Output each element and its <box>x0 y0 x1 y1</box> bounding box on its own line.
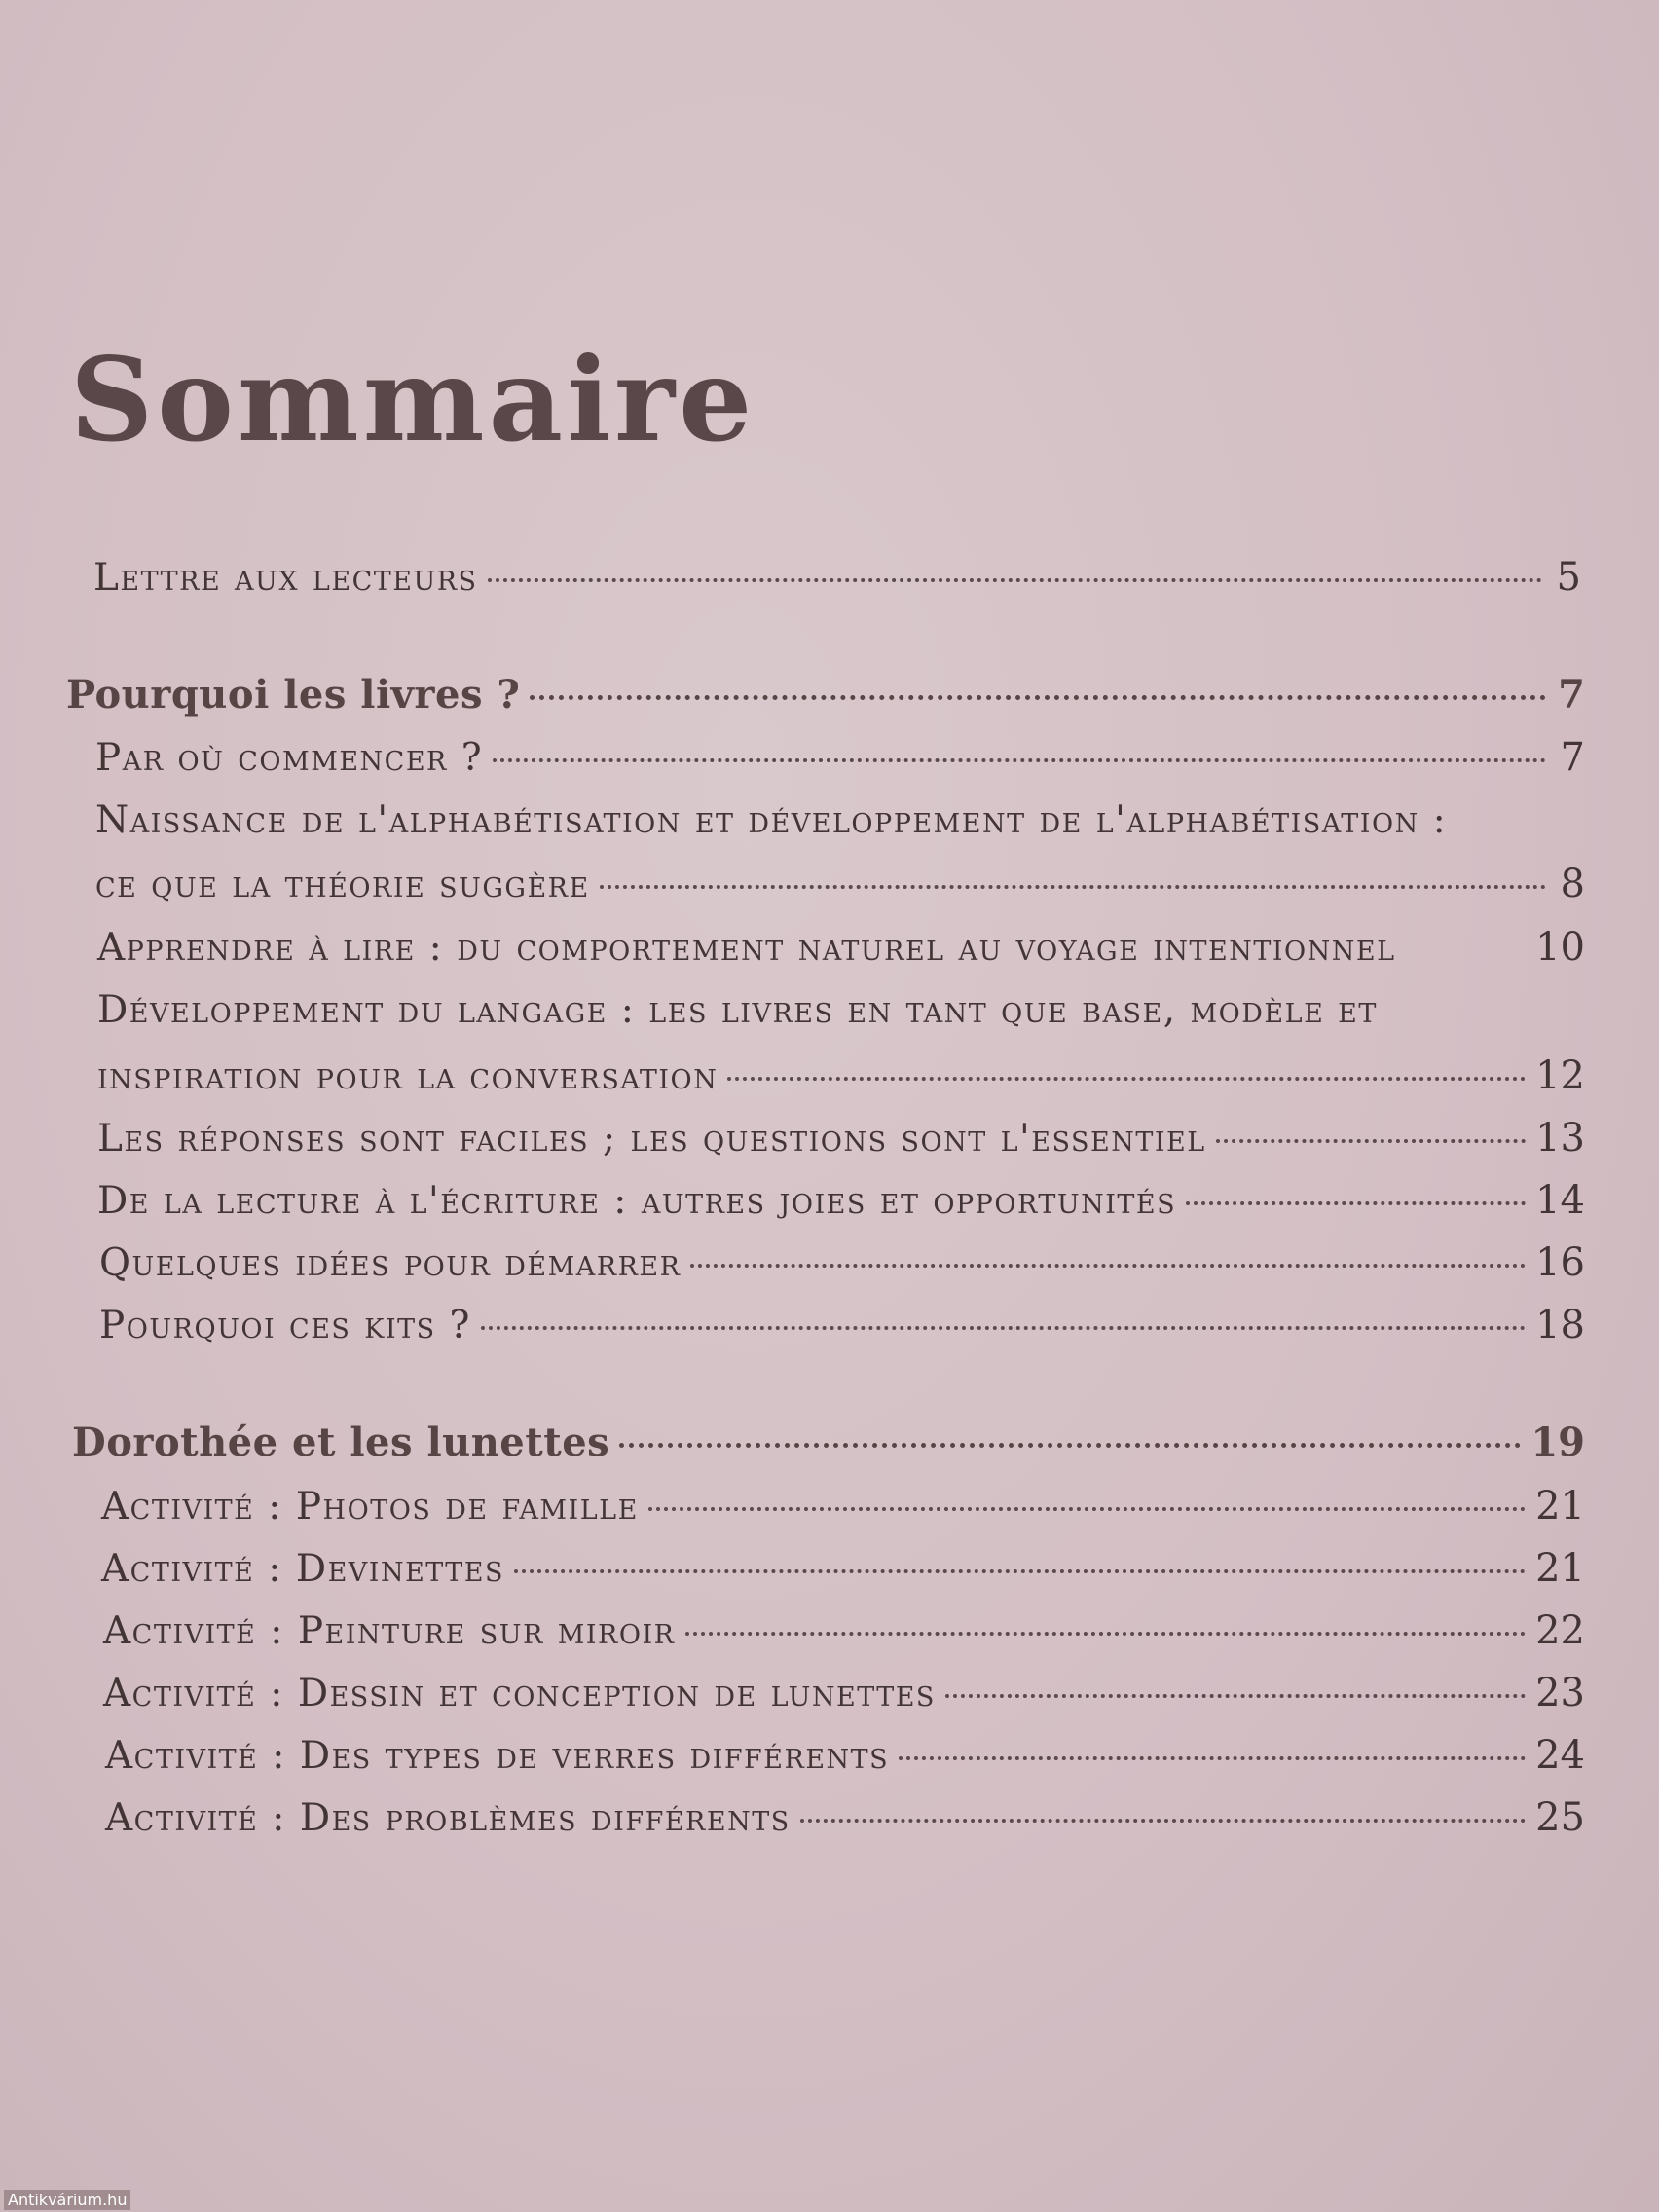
toc-entry-label: Quelques idées pour démarrer <box>99 1241 682 1285</box>
toc-entry-par-ou <box>95 735 1585 780</box>
toc-entry-page: 18 <box>1535 1303 1585 1347</box>
toc-entry-label: ce que la théorie suggère <box>95 863 590 906</box>
dot-leader <box>800 1819 1526 1823</box>
toc-entry-label: Apprendre à lire : du comportement naturel au voyage intentionnel <box>97 926 1396 970</box>
toc-entry-label: Activité : Photos de famille <box>101 1485 639 1529</box>
toc-entry-page: 8 <box>1560 862 1585 906</box>
toc-entry-page: 5 <box>1556 555 1581 600</box>
toc-entry-activite-peinture <box>103 1608 1585 1653</box>
dot-leader <box>488 578 1542 582</box>
toc-entry-page: 23 <box>1535 1671 1585 1715</box>
dot-leader <box>530 695 1546 700</box>
toc-entry-label: inspiration pour la conversation <box>97 1054 719 1098</box>
toc-entry-activite-problemes <box>105 1795 1585 1840</box>
toc-entry-page: 25 <box>1535 1795 1585 1840</box>
dot-leader <box>945 1694 1526 1698</box>
dot-leader <box>481 1326 1526 1330</box>
toc-entry-activite-devinettes <box>101 1546 1585 1591</box>
toc-entry-label: De la lecture à l'écriture : autres joies et opportunités <box>97 1179 1177 1223</box>
dot-leader <box>690 1264 1526 1268</box>
toc-entry-page: 14 <box>1535 1178 1585 1223</box>
toc-entry-page: 13 <box>1535 1116 1585 1161</box>
toc-section-label: Dorothée et les lunettes <box>72 1419 610 1465</box>
dot-leader <box>899 1756 1526 1760</box>
toc-entry-page: 7 <box>1560 735 1585 780</box>
toc-entry-label: Activité : Peinture sur miroir <box>103 1609 676 1653</box>
dot-leader <box>1186 1201 1526 1205</box>
toc-entry-label: Activité : Devinettes <box>101 1547 505 1591</box>
toc-entry-developpement-line2 <box>97 1053 1585 1098</box>
toc-entry-pourquoi-kits <box>99 1303 1585 1347</box>
toc-section-page: 7 <box>1558 672 1585 718</box>
page-title: Sommaire <box>70 332 756 467</box>
toc-entry-page: 21 <box>1535 1484 1585 1529</box>
dot-leader <box>648 1507 1526 1511</box>
toc-entry-reponses <box>97 1116 1585 1161</box>
dot-leader <box>493 758 1546 762</box>
toc-entry-label: Naissance de l'alphabétisation et développement de l'alphabétisation : <box>95 798 1448 842</box>
toc-entry-label: Activité : Des problèmes différents <box>105 1796 791 1840</box>
toc-entry-apprendre <box>97 925 1585 970</box>
toc-entry-label: Activité : Des types de verres différents <box>105 1734 890 1778</box>
toc-entry-page: 21 <box>1535 1546 1585 1591</box>
watermark: Antikvárium.hu <box>4 2190 130 2210</box>
toc-entry-activite-photos <box>101 1484 1585 1529</box>
toc-entry-naissance-line2 <box>95 862 1585 906</box>
toc-section-page: 19 <box>1530 1419 1585 1465</box>
dot-leader <box>685 1632 1527 1636</box>
toc-section-pourquoi <box>66 672 1585 718</box>
toc-entry-lecture-ecriture <box>97 1178 1585 1223</box>
toc-entry-page: 22 <box>1535 1608 1585 1653</box>
toc-entry-activite-dessin <box>103 1671 1585 1715</box>
toc-entry-label: Activité : Dessin et conception de lunettes <box>103 1672 936 1715</box>
toc-entry-quelques-idees <box>99 1240 1585 1285</box>
dot-leader <box>727 1077 1526 1081</box>
dot-leader <box>600 885 1546 889</box>
toc-section-dorothee <box>72 1419 1585 1465</box>
toc-entry-page: 10 <box>1535 925 1585 970</box>
toc-entry-lettre <box>93 555 1581 600</box>
toc-entry-page: 24 <box>1535 1733 1585 1778</box>
toc-entry-naissance-line1 <box>95 798 1585 842</box>
toc-entry-page: 16 <box>1535 1240 1585 1285</box>
dot-leader <box>514 1569 1526 1573</box>
toc-entry-activite-verres <box>105 1733 1585 1778</box>
toc-entry-label: Pourquoi ces kits ? <box>99 1304 471 1347</box>
toc-entry-developpement-line1 <box>97 988 1585 1032</box>
dot-leader <box>619 1443 1521 1448</box>
toc-entry-label: Par où commencer ? <box>95 736 484 780</box>
toc-entry-label: Les réponses sont faciles ; les questions sont l'essentiel <box>97 1117 1206 1161</box>
dot-leader <box>1216 1139 1526 1143</box>
toc-entry-label: Lettre aux lecteurs <box>93 556 478 600</box>
toc-entry-label: Développement du langage : les livres en tant que base, modèle et <box>97 988 1378 1032</box>
toc-section-label: Pourquoi les livres ? <box>66 672 521 718</box>
toc-entry-page: 12 <box>1535 1053 1585 1098</box>
